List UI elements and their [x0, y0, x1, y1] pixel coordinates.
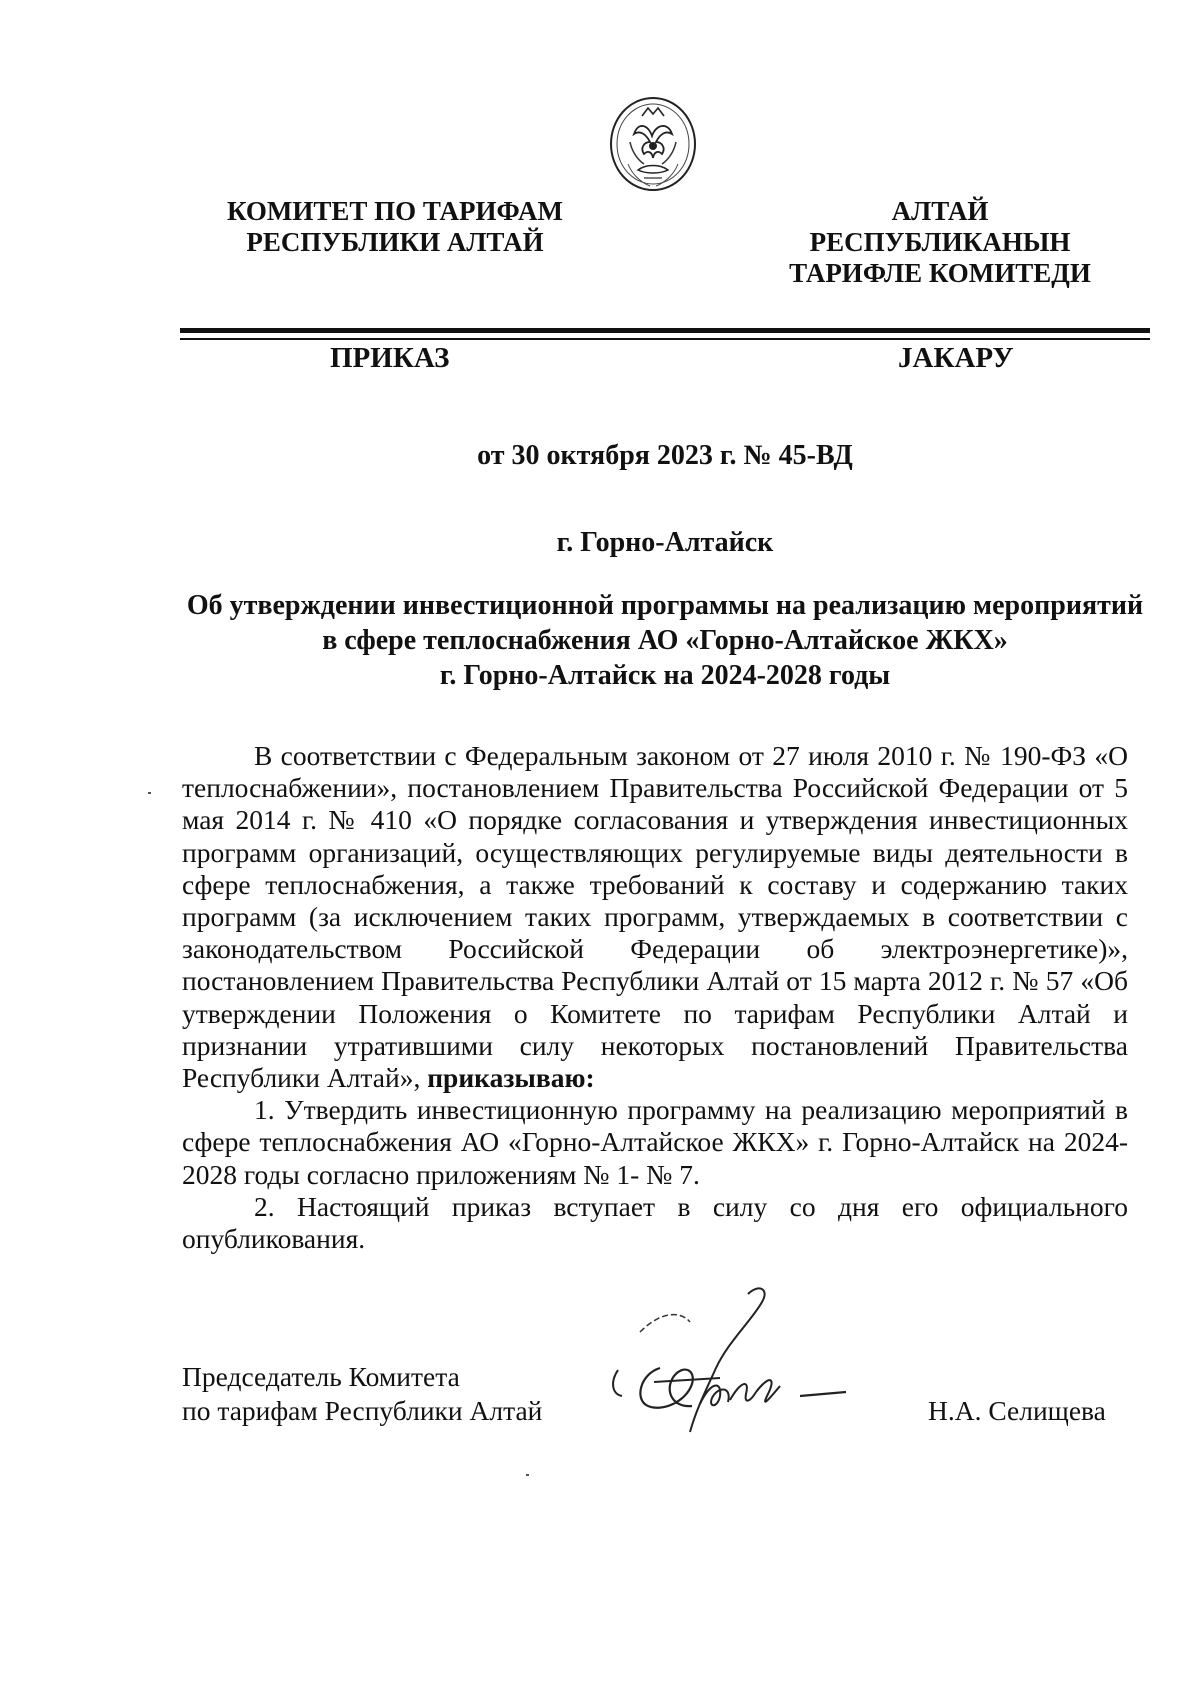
- org-right-line1: АЛТАЙ РЕСПУБЛИКАНЫН: [809, 196, 1071, 257]
- item-2-paragraph: 2. Настоящий приказ вступает в силу со дня его официального опубликования.: [182, 1190, 1128, 1255]
- header-divider-thick: [180, 328, 1150, 333]
- title-line3: г. Горно-Алтайск на 2024-2028 годы: [439, 660, 891, 691]
- scan-speck: [148, 792, 151, 794]
- header-divider-thin: [180, 338, 1150, 340]
- document-body: [182, 740, 1128, 1255]
- order-word-altai: ЈАКАРУ: [898, 342, 1014, 374]
- position-line1: Председатель Комитета: [182, 1361, 460, 1392]
- preamble-text: В соответствии с Федеральным законом от 27 июля 2010 г. № 190-ФЗ «О теплоснабжении», постановлением Правительства Российской Федерации от 5 мая 2014 г. № 410 «О порядке согласования и утверждения инвестиционных программ организаций, осуществляющих регулируемые виды деятельности в сфере теплоснабжения, а также требований к составу и содержанию таких программ (за исключением таких программ, утверждаемых в соответствии с законодательством Российской Федерации об электроэнергетике)», постановлением Правительства Республики Алтай от 15 марта 2012 г. № 57 «Об утверждении Положения о Комитете по тарифам Республики Алтай и признании утратившими силу некоторых постановлений Правительства Республики Алтай»,: [182, 740, 1128, 1094]
- order-city: г. Горно-Алтайск: [556, 527, 774, 558]
- item-1-paragraph: 1. Утвердить инвестиционную программу на реализацию мероприятий в сфере теплоснабжения АО «Горно-Алтайское ЖКХ» г. Горно-Алтайск на 2024-2028 годы согласно приложениям № 1- № 7.: [182, 1094, 1128, 1190]
- org-right-line2: ТАРИФЛЕ КОМИТЕДИ: [789, 258, 1091, 288]
- document-title: [180, 588, 1150, 693]
- signatory-name: Н.А. Селищева: [928, 1395, 1106, 1426]
- signatory-position: [182, 1360, 542, 1428]
- title-line1: Об утверждении инвестиционной программы на реализацию мероприятий: [186, 590, 1144, 621]
- scan-speck: [526, 1474, 529, 1476]
- org-name-altai: [760, 196, 1120, 289]
- position-line2: по тарифам Республики Алтай: [182, 1395, 543, 1426]
- title-line2: в сфере теплоснабжения АО «Горно-Алтайское ЖКХ»: [322, 625, 1008, 656]
- org-left-line1: КОМИТЕТ ПО ТАРИФАМ: [226, 196, 564, 226]
- handwritten-signature-icon: [600, 1282, 890, 1457]
- operative-word: приказываю:: [427, 1062, 595, 1094]
- org-name-russian: [225, 196, 565, 258]
- order-date-number: от 30 октября 2023 г. № 45-ВД: [477, 440, 853, 471]
- coat-of-arms-icon: [604, 94, 702, 202]
- org-left-line2: РЕСПУБЛИКИ АЛТАЙ: [246, 227, 544, 257]
- order-word-russian: ПРИКАЗ: [330, 342, 450, 374]
- preamble-paragraph: [182, 740, 1128, 1094]
